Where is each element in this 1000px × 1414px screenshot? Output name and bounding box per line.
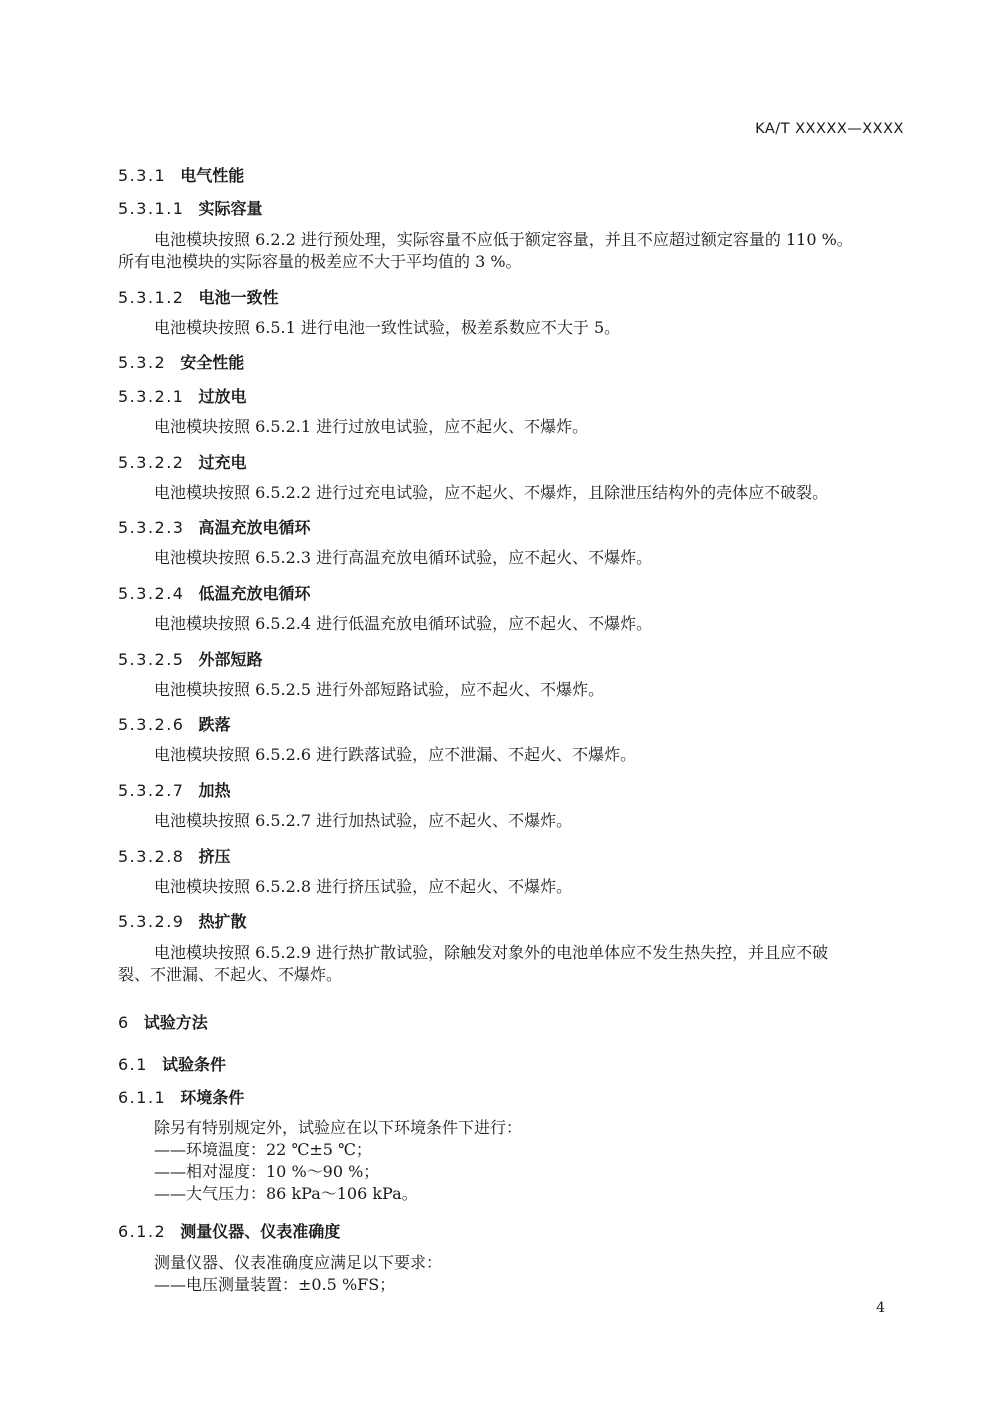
section-title: 试验条件 [161,1055,226,1074]
paragraph-line: 电池模块按照 6.5.2.9 进行热扩散试验，除触发对象外的电池单体应不发生热失控，并且应不破 [154,943,829,962]
section-heading-5-3-2 [118,350,244,373]
paragraph-line: 电池模块按照 6.5.2.5 进行外部短路试验，应不起火、不爆炸。 [154,680,605,699]
paragraph-line: 电池模块按照 6.5.2.2 进行过充电试验，应不起火、不爆炸，且除泄压结构外的壳体应不破裂。 [154,483,829,502]
section-number: 5.3.1.1 [118,199,185,218]
paragraph-5-3-1-1 [118,229,908,273]
section-number: 6.1.1 [118,1088,167,1107]
section-number: 6 [118,1013,130,1032]
section-title: 安全性能 [180,353,245,372]
section-number: 5.3.1.2 [118,288,185,307]
section-heading-5-3-2-1 [118,384,247,407]
paragraph-line: 电池模块按照 6.5.2.6 进行跌落试验，应不泄漏、不起火、不爆炸。 [154,745,637,764]
paragraph-line: 电池模块按照 6.2.2 进行预处理，实际容量不应低于额定容量，并且不应超过额定容量的 110 %。 [154,230,853,249]
section-number: 6.1.2 [118,1222,167,1241]
paragraph-5-3-2-7 [118,810,908,832]
paragraph-5-3-2-3 [118,547,908,569]
section-heading-5-3-1-2 [118,285,279,308]
section-title: 低温充放电循环 [198,584,311,603]
section-number: 5.3.2.6 [118,715,185,734]
section-heading-6-1 [118,1052,226,1075]
section-heading-5-3-1 [118,163,244,186]
section-heading-5-3-2-7 [118,778,231,801]
paragraph-line: 电池模块按照 6.5.1 进行电池一致性试验，极差系数应不大于 5。 [154,318,621,337]
section-heading-5-3-2-3 [118,515,311,538]
paragraph-5-3-2-6 [118,744,908,766]
paragraph-5-3-2-2 [118,482,908,504]
list-item: ——大气压力：86 kPa～106 kPa。 [154,1184,418,1203]
section-number: 5.3.2.7 [118,781,185,800]
paragraph-5-3-2-4 [118,613,908,635]
section-title: 电池一致性 [198,288,279,307]
section-heading-6 [118,1010,208,1033]
section-heading-5-3-2-8 [118,844,231,867]
section-title: 高温充放电循环 [198,518,311,537]
paragraph-line: 电池模块按照 6.5.2.7 进行加热试验，应不起火、不爆炸。 [154,811,573,830]
paragraph-6-1-2 [118,1252,908,1296]
section-number: 5.3.2.5 [118,650,185,669]
paragraph-line: 所有电池模块的实际容量的极差应不大于平均值的 3 %。 [118,252,522,271]
section-number: 5.3.2.1 [118,387,185,406]
section-number: 5.3.1 [118,166,167,185]
section-heading-5-3-2-5 [118,647,263,670]
section-number: 5.3.2.3 [118,518,185,537]
section-heading-6-1-1 [118,1085,244,1108]
section-title: 过充电 [198,453,247,472]
paragraph-line: 电池模块按照 6.5.2.4 进行低温充放电循环试验，应不起火、不爆炸。 [154,614,653,633]
page-number: 4 [876,1300,885,1316]
paragraph-5-3-1-2 [118,317,908,339]
paragraph-line: 电池模块按照 6.5.2.3 进行高温充放电循环试验，应不起火、不爆炸。 [154,548,653,567]
paragraph-line: 除另有特别规定外，试验应在以下环境条件下进行： [154,1118,523,1137]
paragraph-line: 测量仪器、仪表准确度应满足以下要求： [154,1253,443,1272]
section-heading-5-3-2-2 [118,450,247,473]
paragraph-6-1-1 [118,1117,908,1205]
section-heading-5-3-2-6 [118,712,231,735]
paragraph-5-3-2-1 [118,416,908,438]
section-number: 5.3.2 [118,353,167,372]
section-title: 加热 [198,781,231,800]
paragraph-5-3-2-9 [118,942,908,986]
section-number: 5.3.2.4 [118,584,185,603]
section-title: 外部短路 [198,650,263,669]
section-title: 跌落 [198,715,231,734]
section-heading-5-3-1-1 [118,196,263,219]
section-heading-5-3-2-9 [118,909,247,932]
section-title: 测量仪器、仪表准确度 [180,1222,341,1241]
list-item: ——相对湿度：10 %～90 %； [154,1162,380,1181]
section-number: 5.3.2.2 [118,453,185,472]
section-title: 环境条件 [180,1088,245,1107]
section-heading-5-3-2-4 [118,581,311,604]
paragraph-line: 电池模块按照 6.5.2.1 进行过放电试验，应不起火、不爆炸。 [154,417,589,436]
section-number: 5.3.2.9 [118,912,185,931]
section-number: 5.3.2.8 [118,847,185,866]
list-item: ——环境温度：22 ℃±5 ℃； [154,1140,372,1159]
list-item: ——电压测量装置：±0.5 %FS； [154,1275,396,1294]
document-code: KA/T XXXXX—XXXX [755,121,904,137]
section-title: 过放电 [198,387,247,406]
section-title: 试验方法 [143,1013,208,1032]
section-title: 挤压 [198,847,231,866]
section-title: 电气性能 [180,166,245,185]
paragraph-5-3-2-8 [118,876,908,898]
section-heading-6-1-2 [118,1219,340,1242]
paragraph-line: 电池模块按照 6.5.2.8 进行挤压试验，应不起火、不爆炸。 [154,877,573,896]
section-number: 6.1 [118,1055,148,1074]
paragraph-5-3-2-5 [118,679,908,701]
section-title: 实际容量 [198,199,263,218]
paragraph-line: 裂、不泄漏、不起火、不爆炸。 [118,965,343,984]
section-title: 热扩散 [198,912,247,931]
